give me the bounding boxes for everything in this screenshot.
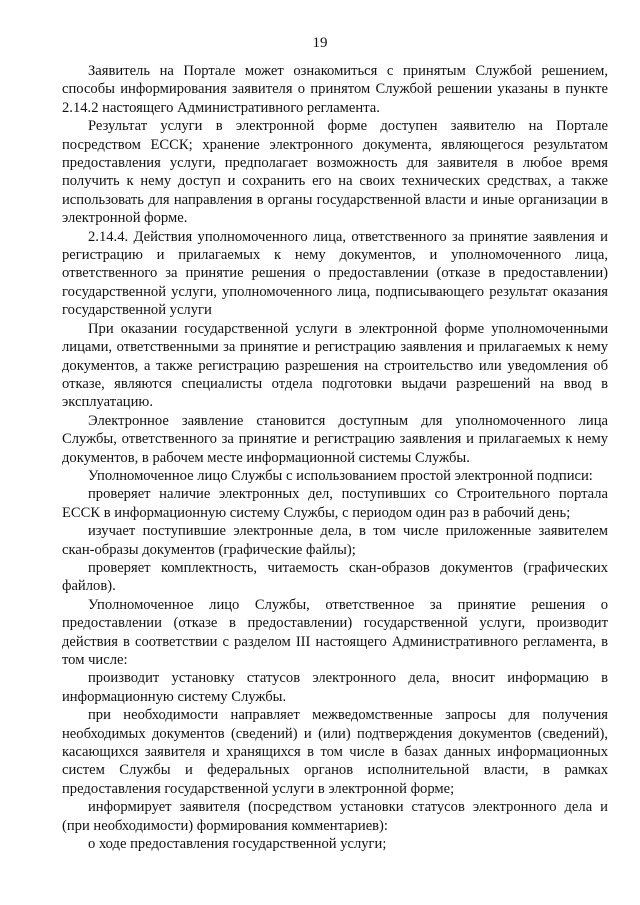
list-item-checks-cases: проверяет наличие электронных дел, поступивших со Строительного портала ЕССК в информационную систему Службы, с периодом один раз в рабочий день; <box>62 486 608 521</box>
list-item-studies-cases: изучает поступившие электронные дела, в том числе приложенные заявителем скан-образы документов (графические файлы); <box>62 523 608 558</box>
list-item-sets-status: производит установку статусов электронного дела, вносит информацию в информационную систему Службы. <box>62 670 608 705</box>
paragraph-section-2-14-4: 2.14.4. Действия уполномоченного лица, ответственного за принятие заявления и регистрацию и прилагаемых к нему документов, и уполномоченного лица, ответственного за принятие решения о предоставлении (отказе в предоставлении) государственной услуги, уполномоченного лица, подписывающего результат оказания государственной услуги <box>62 228 608 319</box>
list-item-interagency-requests: при необходимости направляет межведомственные запросы для получения необходимых документов (сведений) и (или) подтверждения документов (сведений), касающихся заявителя и хранящихся в том числе в базах данных информационных систем Службы и федеральных органов исполнительной власти, в рамках предоставления государственной услуги в электронной форме; <box>62 707 608 797</box>
document-body <box>62 62 608 853</box>
list-item-informs-applicant: информирует заявителя (посредством установки статусов электронного дела и (при необходимости) формирования комментариев): <box>62 799 608 834</box>
page-number: 19 <box>312 35 328 51</box>
paragraph-electronic-application: Электронное заявление становится доступным для уполномоченного лица Службы, ответственного за принятие и регистрацию заявления и прилагаемых к нему документов, в рабочем месте информационной системы Службы. <box>62 412 608 466</box>
paragraph-simple-signature: Уполномоченное лицо Службы с использованием простой электронной подписи: <box>88 467 593 484</box>
paragraph-responsible-persons: При оказании государственной услуги в электронной форме уполномоченными лицами, ответственными за принятие и регистрацию заявления и прилагаемых к нему документов, а также регистрацию разрешения на строительство или уведомления об отказе, являются специалисты отдела подготовки выдачи разрешений на ввод в эксплуатацию. <box>62 320 608 411</box>
paragraph-portal-decision: Заявитель на Портале может ознакомиться с принятым Службой решением, способы информирования заявителя о принятом Службой решении указаны в пункте 2.14.2 настоящего Административного регламента. <box>62 63 608 116</box>
list-item-checks-completeness: проверяет комплектность, читаемость скан-образов документов (графических файлов). <box>62 559 608 595</box>
list-item-service-progress: о ходе предоставления государственной услуги; <box>88 836 387 853</box>
paragraph-decision-maker: Уполномоченное лицо Службы, ответственное за принятие решения о предоставлении (отказе в предоставлении) государственной услуги, производит действия в соответствии с разделом III настоящего Административного регламента, в том числе: <box>62 596 608 668</box>
paragraph-result-access: Результат услуги в электронной форме доступен заявителю на Портале посредством ЕССК; хранение электронного документа, являющегося результатом предоставления услуги, предполагает возможность для заявителя в любое время получить к нему доступ и сохранить его на своих технических средствах, а также использовать для направления в органы государственной власти и иные организации в электронной форме. <box>62 118 608 227</box>
